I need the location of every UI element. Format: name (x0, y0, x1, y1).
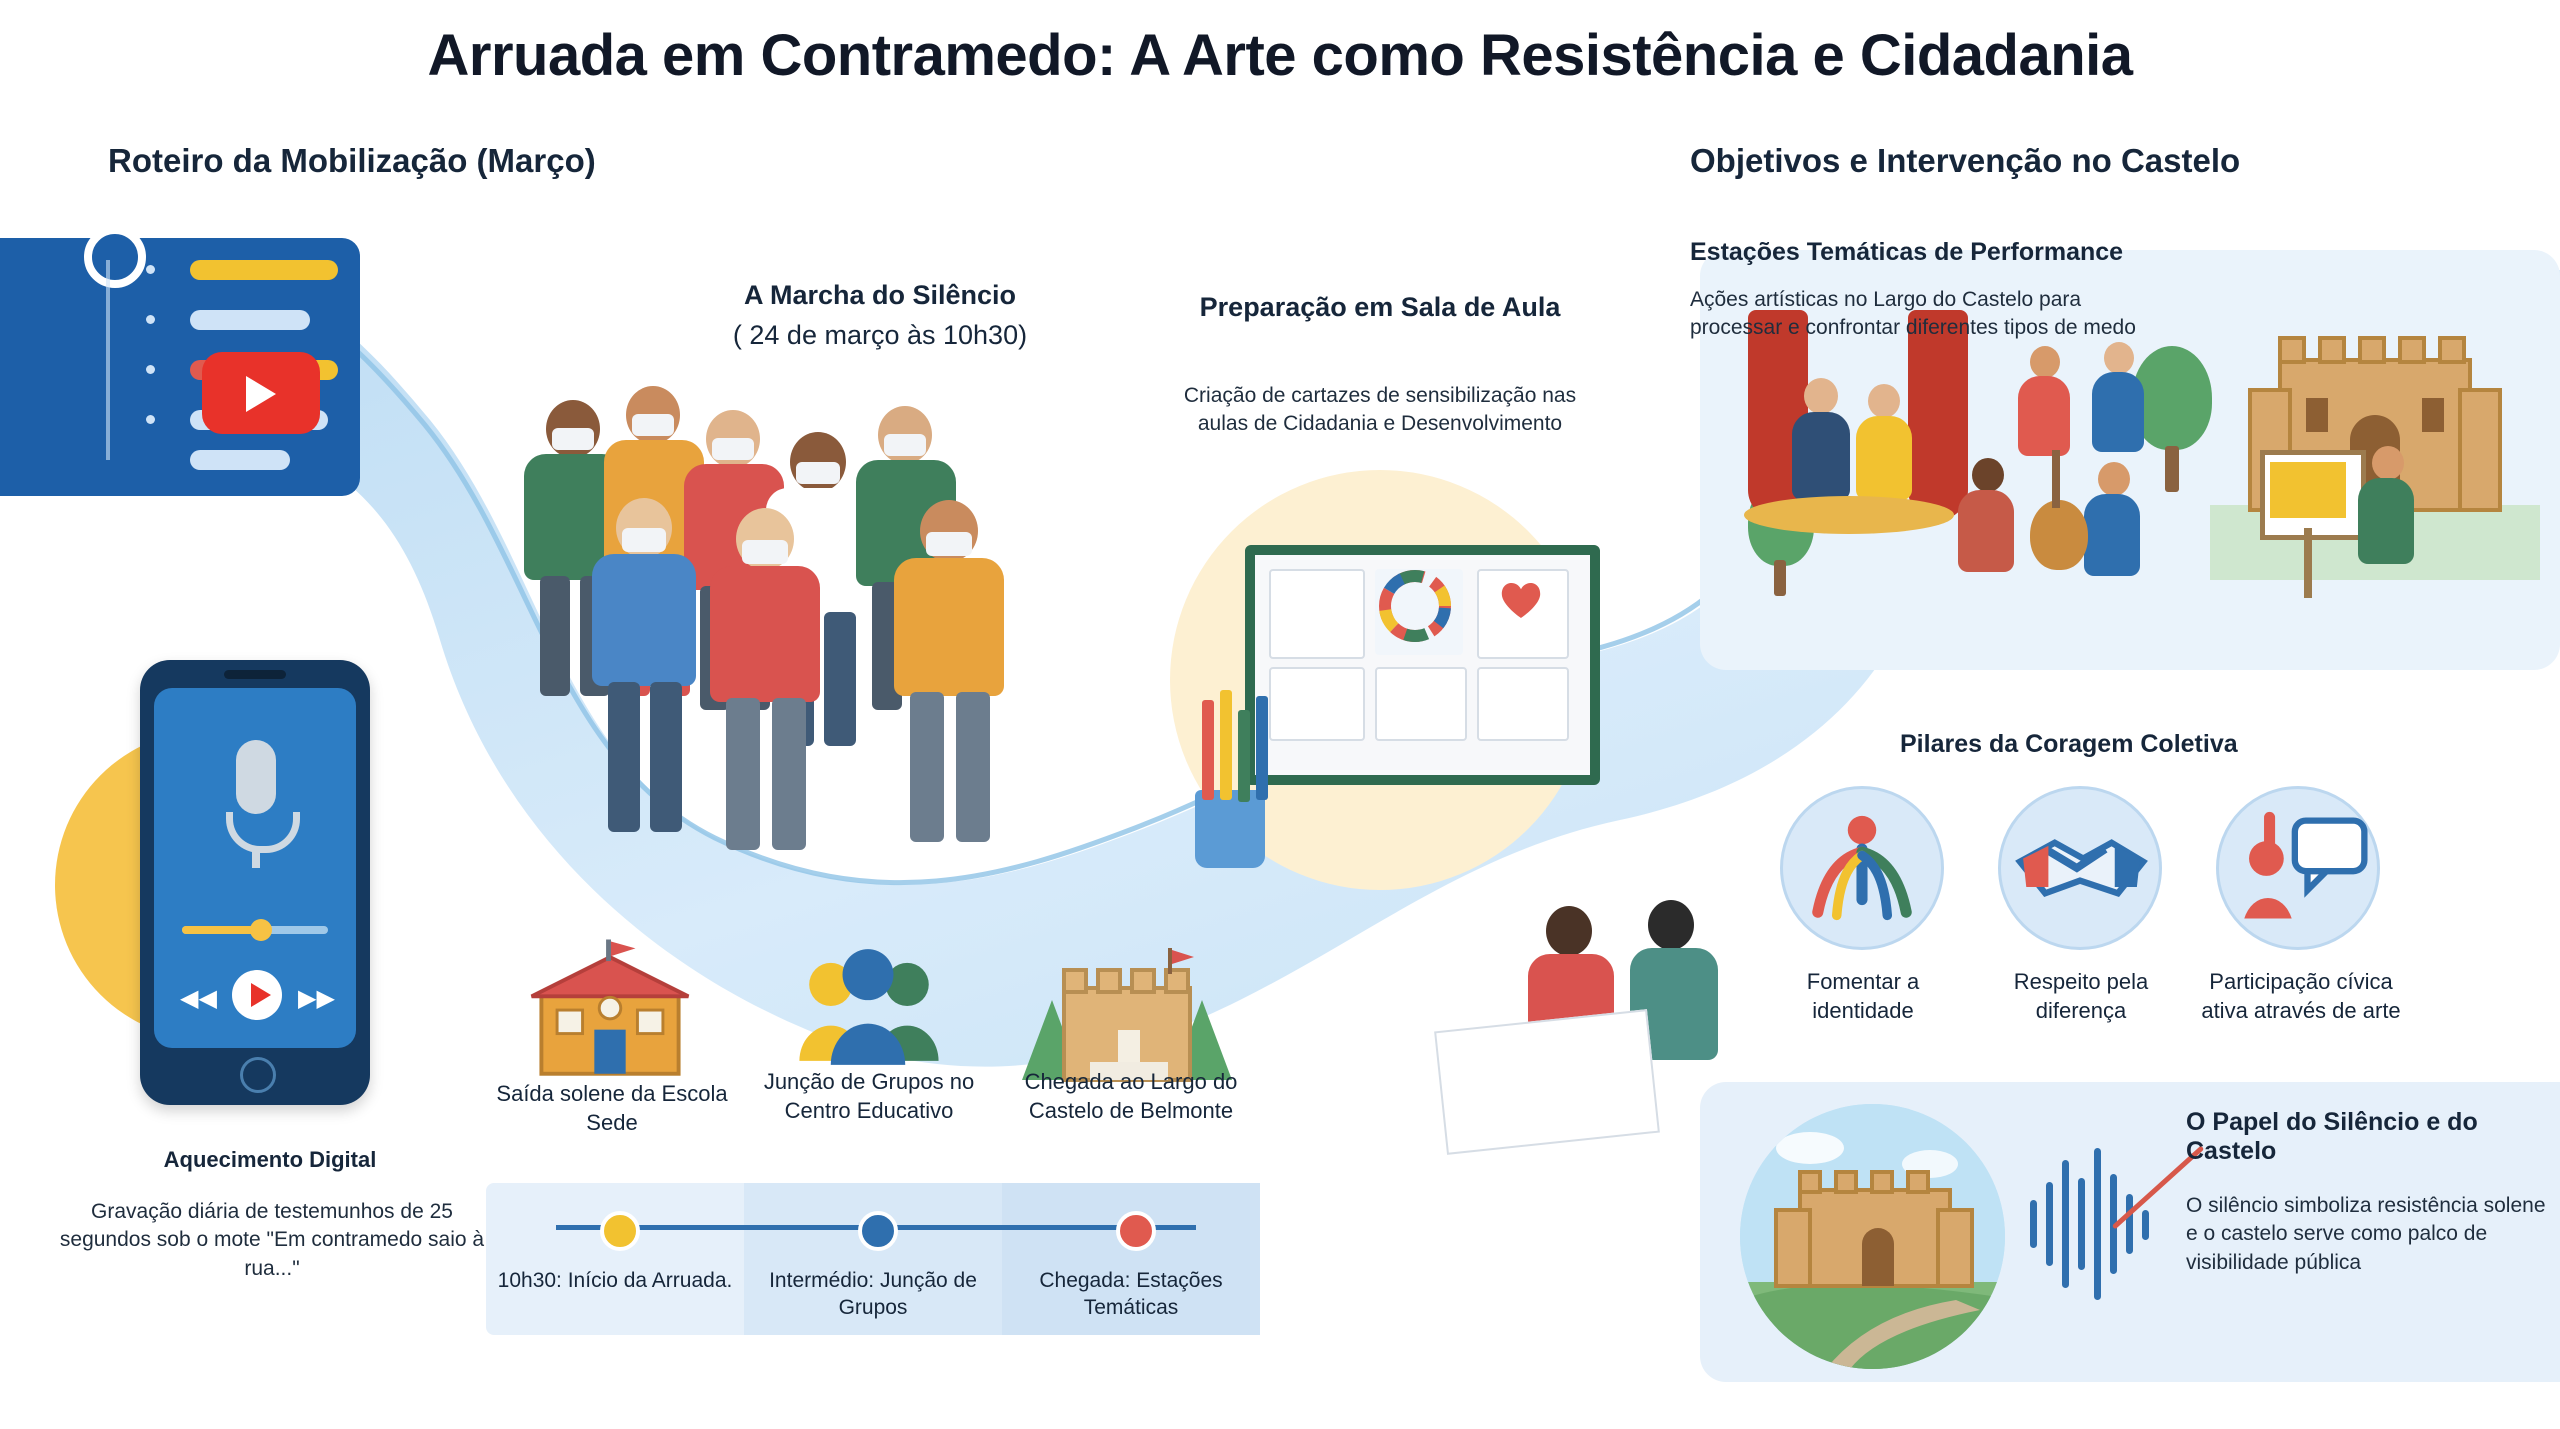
speech-hand-icon (2216, 786, 2380, 950)
stations-title: Estações Temáticas de Performance (1690, 238, 2124, 266)
tree-trunk-1 (1774, 560, 1786, 596)
performer-1-head (1804, 378, 1838, 414)
castle-photo (1740, 1104, 2005, 1369)
timeline-strip (486, 1183, 1260, 1335)
timeline-dot-1[interactable] (600, 1211, 640, 1251)
pencil-red (1202, 700, 1214, 800)
poster-4 (1375, 667, 1467, 741)
waveform-bar-1 (2030, 1200, 2037, 1248)
dancer-1-head (2030, 346, 2060, 378)
march-title: A Marcha do Silêncio (743, 280, 1017, 310)
waveform-bar-2 (2046, 1182, 2053, 1266)
heart-hands-icon (1478, 562, 1564, 642)
painting-artwork (2270, 462, 2346, 518)
audio-progress-knob[interactable] (250, 919, 272, 941)
pillars-title: Pilares da Coragem Coletiva (1900, 730, 2238, 758)
microphone-icon (236, 740, 276, 814)
digital-caption: Aquecimento Digital (163, 1147, 377, 1172)
pencil-blue (1256, 696, 1268, 800)
tree-2 (2132, 346, 2212, 450)
video-play-badge-icon (202, 352, 320, 434)
guitar-icon (2030, 500, 2088, 570)
musician-1-body (1958, 490, 2014, 572)
poster-3 (1269, 667, 1365, 741)
poster-1 (1269, 569, 1365, 659)
timeline-label-1: 10h30: Início da Arruada. (497, 1269, 733, 1292)
classroom-description: Criação de cartazes de sensibilização nas aulas de Cidadania e Desenvolvimento (1183, 384, 1577, 436)
route-label-group: Junção de Grupos no Centro Educativo (763, 1069, 975, 1123)
page-title: Arruada em Contramedo: A Arte como Resistência e Cidadania (427, 23, 2133, 88)
march-subtitle: ( 24 de março às 10h30) (732, 320, 1028, 350)
painter-head (2372, 446, 2404, 480)
performer-2-head (1868, 384, 1900, 418)
forward-icon[interactable]: ▶▶ (298, 985, 335, 1012)
rail-dot-4 (146, 415, 155, 424)
identity-icon (1780, 786, 1944, 950)
waveform-bar-7 (2126, 1194, 2133, 1254)
painter-body (2358, 478, 2414, 564)
poster-5 (1477, 667, 1569, 741)
waveform-bar-8 (2142, 1210, 2149, 1240)
musician-2-head (2098, 462, 2130, 496)
left-section-heading: Roteiro da Mobilização (Março) (108, 142, 596, 179)
play-button[interactable] (232, 970, 282, 1020)
waveform-bar-5 (2094, 1148, 2101, 1300)
musician-2-body (2084, 494, 2140, 576)
waveform-bar-3 (2062, 1160, 2069, 1288)
audio-progress-track[interactable] (182, 926, 328, 934)
castle-icon (1022, 930, 1232, 1090)
sdg-wheel-icon (1360, 556, 1470, 656)
pencil-cup (1195, 790, 1265, 868)
dancer-2-body (2092, 372, 2144, 452)
pin-icon (84, 226, 146, 288)
handshake-icon (1998, 786, 2162, 950)
dancer-1-body (2018, 376, 2070, 456)
bar-2 (190, 310, 310, 330)
timeline-dot-3[interactable] (1116, 1211, 1156, 1251)
route-label-castle: Chegada ao Largo do Castelo de Belmonte (1024, 1069, 1238, 1123)
digital-description: Gravação diária de testemunhos de 25 segundos sob o mote "Em contramedo saio à rua..." (59, 1200, 485, 1280)
waveform-bar-4 (2078, 1178, 2085, 1270)
pillar-label-1: Fomentar a identidade (1806, 969, 1920, 1023)
bar-5 (190, 450, 290, 470)
classroom-title: Preparação em Sala de Aula (1199, 292, 1561, 322)
microphone-pole-icon (252, 846, 260, 868)
stage-platform (1744, 496, 1954, 534)
timeline-dot-2[interactable] (858, 1211, 898, 1251)
musician-1-head (1972, 458, 2004, 492)
bar-1 (190, 260, 338, 280)
pencil-green (1238, 710, 1250, 802)
silence-description: O silêncio simboliza resistência solene e o castelo serve como palco de visibilidade pública (2186, 1194, 2546, 1274)
phone-notch (224, 670, 286, 679)
dancer-2-head (2104, 342, 2134, 374)
audio-progress-fill (182, 926, 258, 934)
pencil-yellow (1220, 690, 1232, 800)
timeline-label-2: Intermédio: Junção de Grupos (769, 1269, 977, 1320)
rail-dot-3 (146, 365, 155, 374)
rewind-icon[interactable]: ◀◀ (180, 985, 217, 1012)
pillar-label-2: Respeito pela diferença (2013, 969, 2149, 1023)
timeline-label-3: Chegada: Estações Temáticas (1039, 1269, 1223, 1320)
microphone-stand-icon (226, 812, 300, 853)
rail-dot-2 (146, 315, 155, 324)
performer-2-body (1856, 416, 1912, 500)
route-label-school: Saída solene da Escola Sede (496, 1081, 728, 1135)
tree-trunk-2 (2165, 446, 2179, 492)
stations-description: Ações artísticas no Largo do Castelo para processar e confrontar diferentes tipos de medo (1690, 288, 2136, 340)
easel-leg (2304, 528, 2312, 598)
phone-screen (154, 688, 356, 1048)
guitar-neck-icon (2052, 450, 2060, 508)
school-icon (512, 938, 708, 1088)
silence-title: O Papel do Silêncio e do Castelo (2186, 1108, 2478, 1165)
home-button[interactable] (240, 1057, 276, 1093)
right-section-heading: Objetivos e Intervenção no Castelo (1690, 142, 2241, 179)
pillar-label-3: Participação cívica ativa através de arte (2201, 969, 2401, 1023)
timeline-rail (106, 260, 110, 460)
smartphone-illustration (140, 660, 370, 1105)
performer-1-body (1792, 412, 1850, 500)
group-icon (770, 932, 966, 1082)
rail-dot-1 (146, 265, 155, 274)
